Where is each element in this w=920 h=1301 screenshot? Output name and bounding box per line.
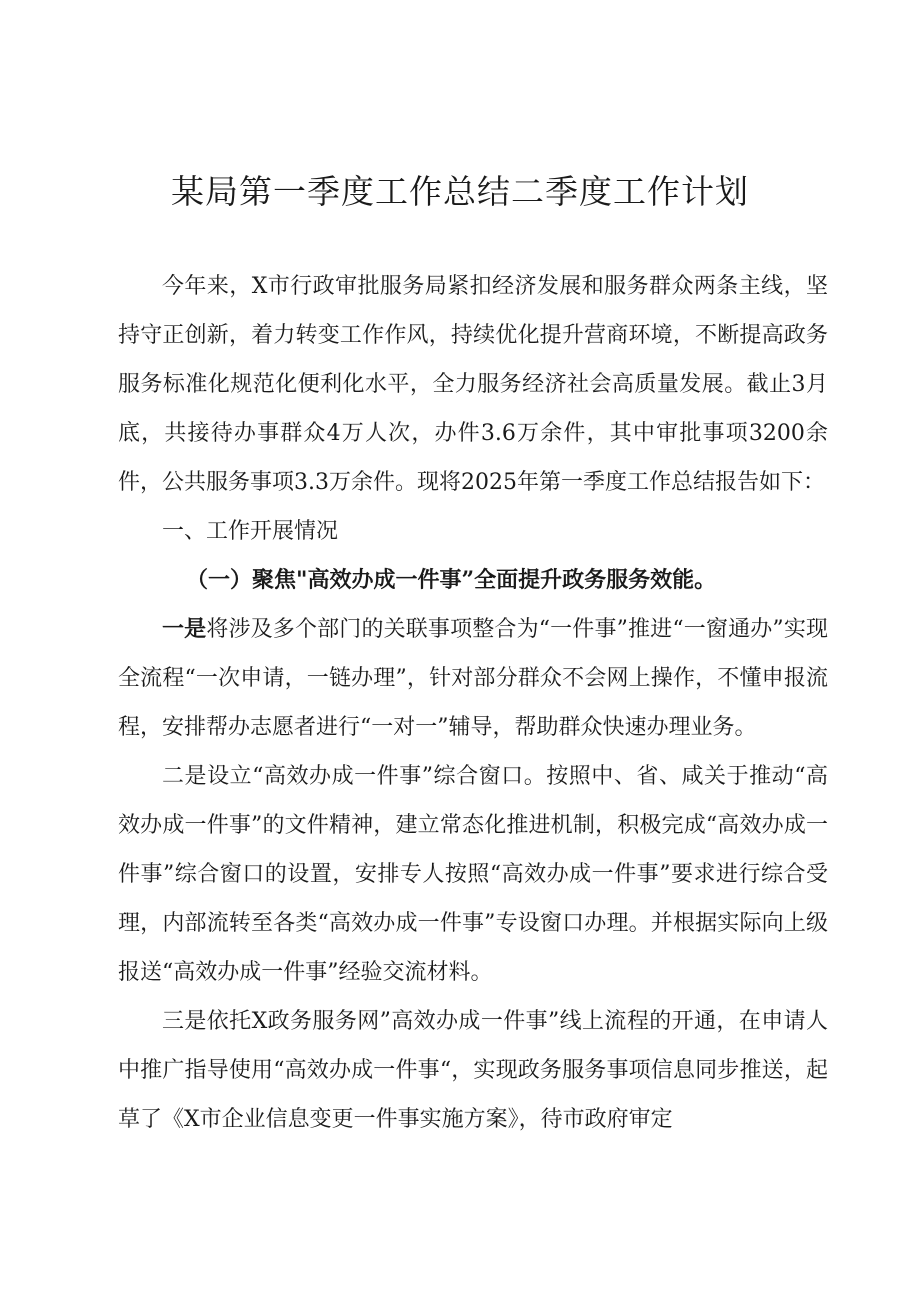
section-heading: 一、工作开展情况 — [162, 519, 339, 544]
subsection-heading: （一）聚焦"高效办成一件事”全面提升政务服务效能。 — [186, 567, 717, 593]
document-title: 某局第一季度工作总结二季度工作计划 — [171, 172, 749, 211]
intro-paragraph: 今年来，X市行政审批服务局紧扣经济发展和服务群众两条主线，坚持守正创新，着力转变工作作风，持续优化提升营商环境，不断提高政务服务标准化规范化便利化水平，全力服务经济社会高质量发展。截止3月底，共接待办事群众4万人次，办件3.6万余件，其中审批事项3200余件，公共服务事项3.3万余件。现将2025年第一季度工作总结报告如下： — [118, 274, 828, 495]
item-three-paragraph: 三是依托X政务服务网”高效办成一件事”线上流程的开通，在申请人中推广指导使用“高效办成一件事“，实现政务服务事项信息同步推送，起草了《X市企业信息变更一件事实施方案》，待市政府审定 — [118, 1009, 828, 1132]
item-two-paragraph: 二是设立“高效办成一件事”综合窗口。按照中、省、咸关于推动“高效办成一件事”的文件精神，建立常态化推进机制，积极完成“高效办成一件事”综合窗口的设置，安排专人按照“高效办成一件事”要求进行综合受理，内部流转至各类“高效办成一件事”专设窗口办理。并根据实际向上级报送“高效办成一件事”经验交流材料。 — [118, 764, 828, 985]
document-body — [118, 262, 828, 1144]
item-one-text: 将涉及多个部门的关联事项整合为“一件事”推进“一窗通办”实现全流程“一次申请，一链办理”，针对部分群众不会网上操作，不懂申报流程，安排帮办志愿者进行“一对一”辅导，帮助群众快速办理业务。 — [118, 617, 828, 740]
item-one-lead: 一是 — [162, 616, 207, 642]
item-one-paragraph — [118, 605, 828, 752]
